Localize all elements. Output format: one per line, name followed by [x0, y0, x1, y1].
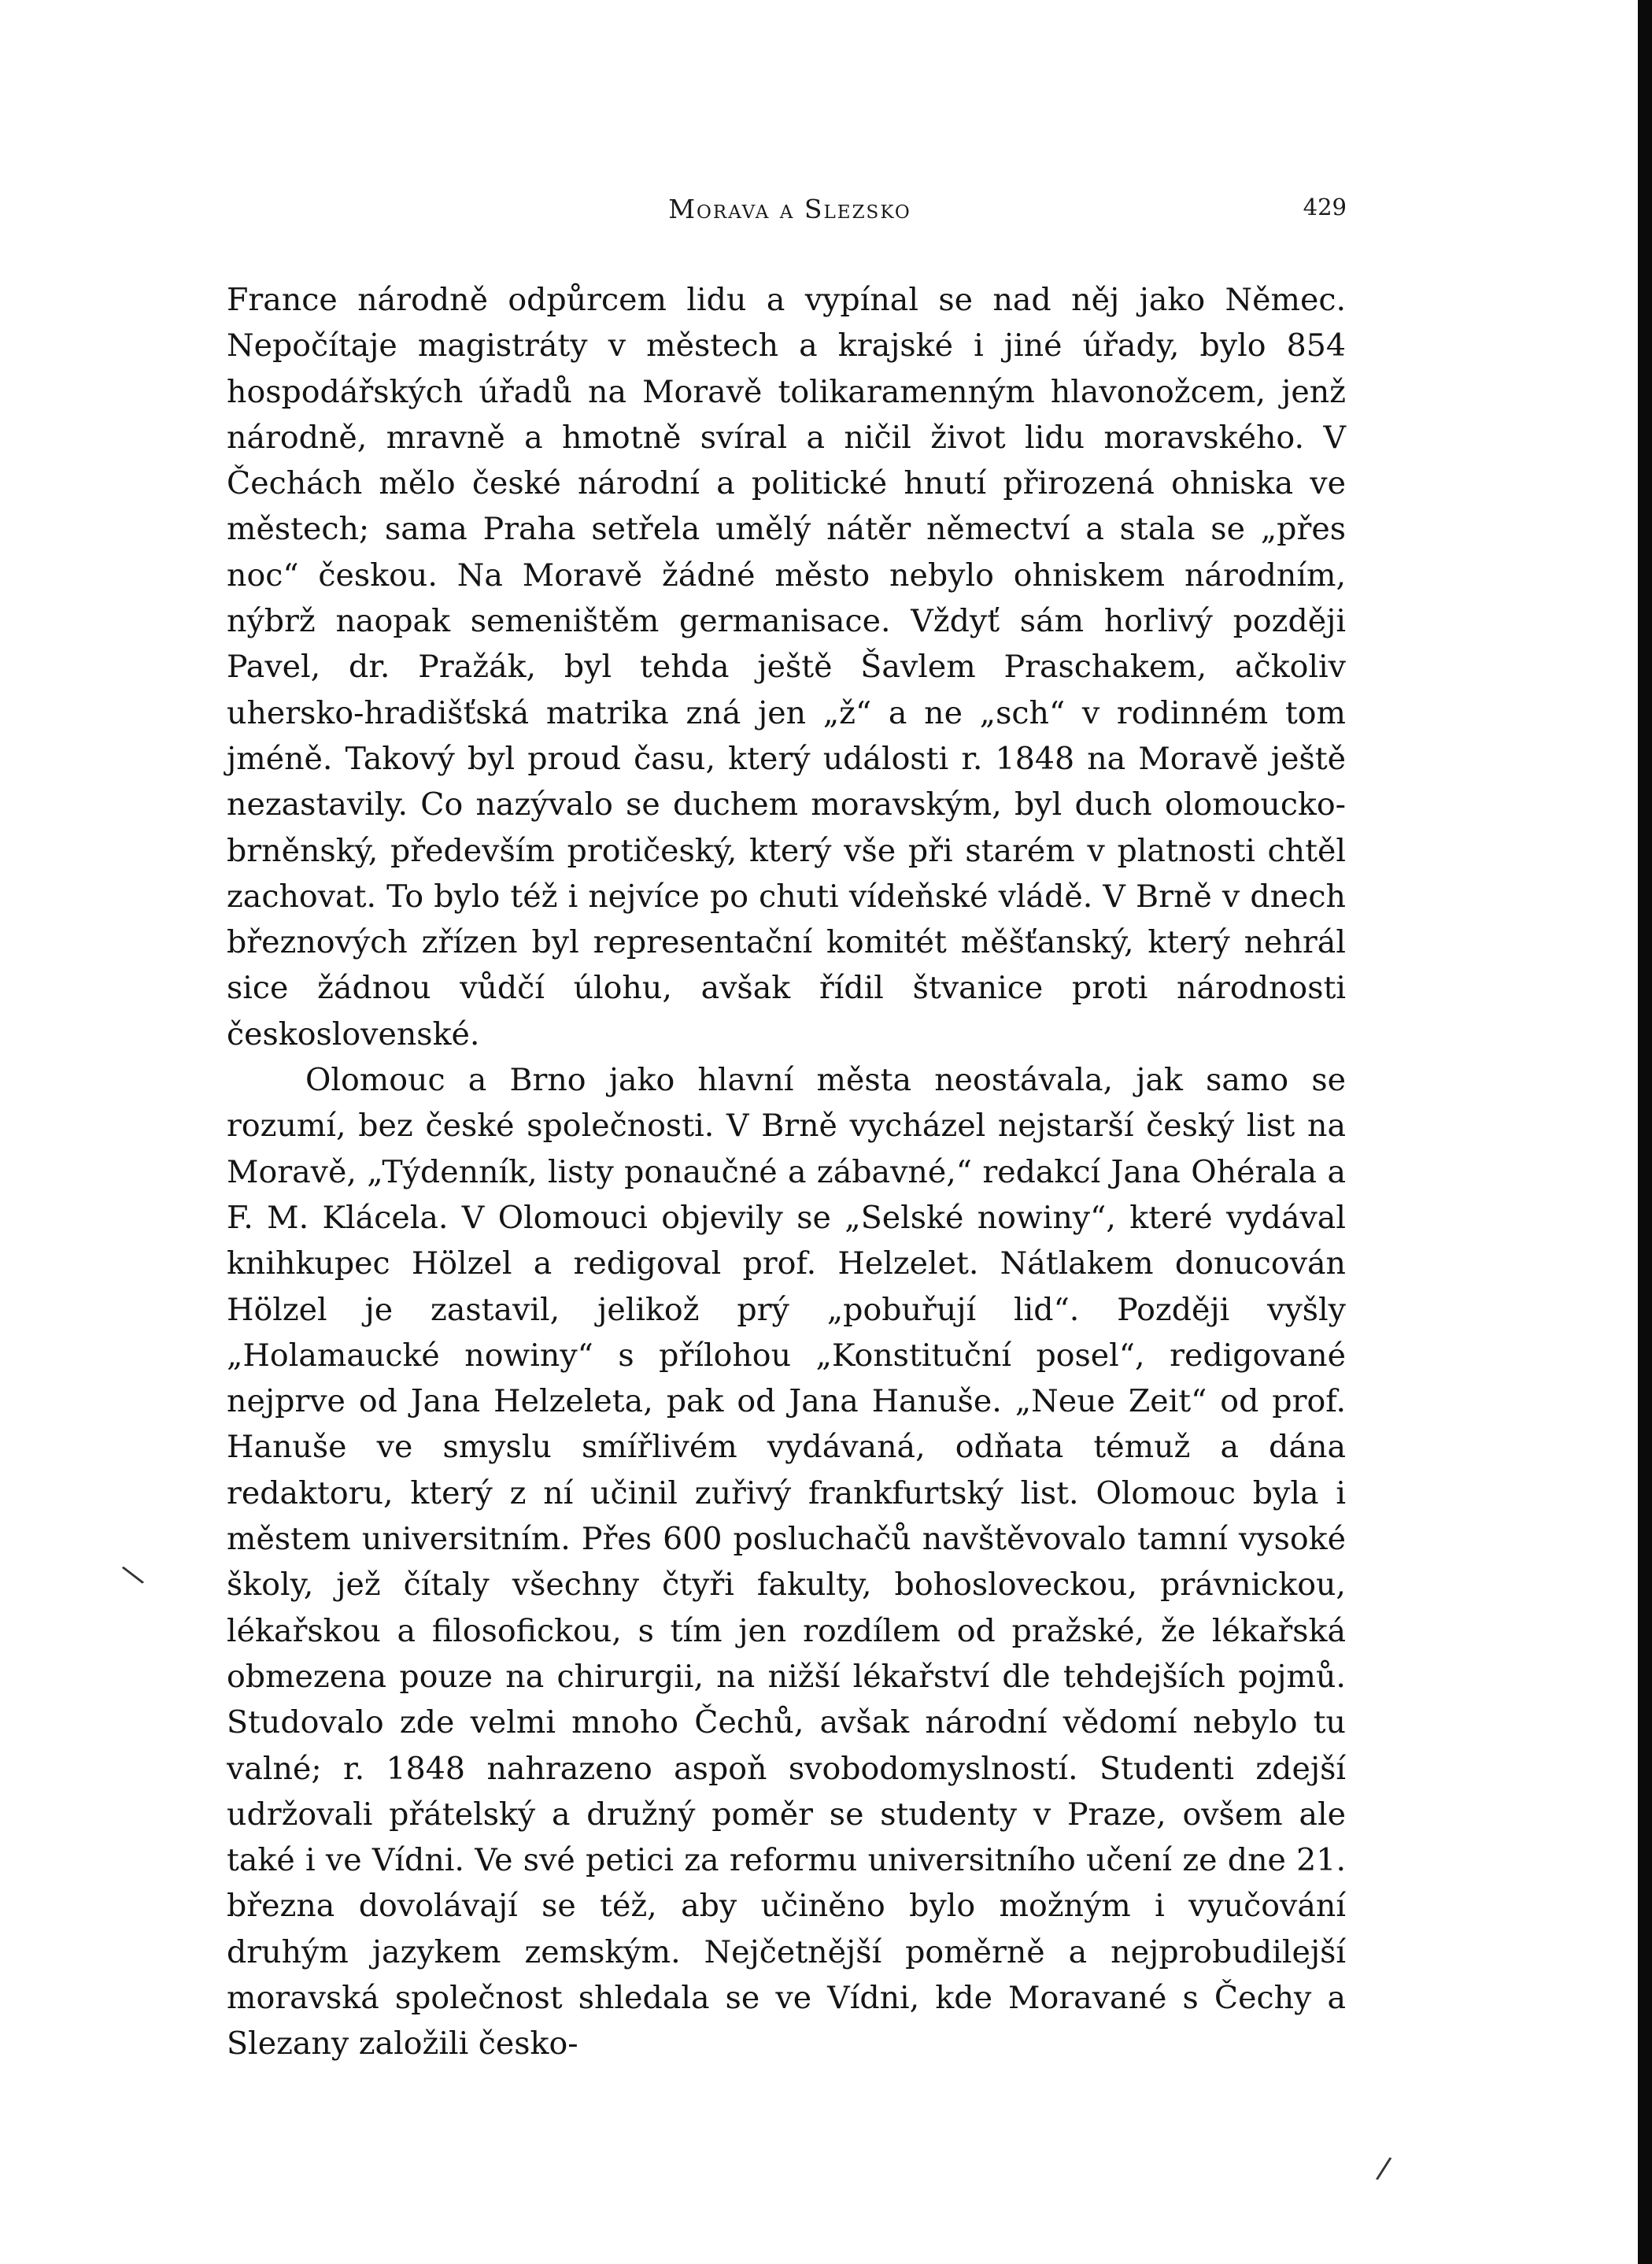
page-number: 429 — [1303, 194, 1347, 220]
paragraph-2: Olomouc a Brno jako hlavní města neostávala, jak samo se rozumí, bez české společnosti. V Brně vycházel nejstarší český list na Moravě, „Týdenník, listy ponaučné a zábavné,“ redakcí Jana Ohérala a F. M. Klácela. V Olomouci objevily se „Selské nowiny“, které vydával knihkupec Hölzel a redigoval prof. Helzelet. Nátlakem donucován Hölzel je zastavil, jelikož prý „pobuřují lid“. Později vyšly „Holamaucké nowiny“ s přílohou „Konstituční posel“, redigované nejprve od Jana Helzeleta, pak od Jana Hanuše. „Neue Zeit“ od prof. Hanuše ve smyslu smířlivém vydávaná, odňata témuž a dána redaktoru, který z ní učinil zuřivý frankfurtský list. Olomouc byla i městem universitním. Přes 600 posluchačů navštěvovalo tamní vysoké školy, jež čítaly všechny čtyři fakulty, bohosloveckou, právnickou, lékařskou a filosofickou, s tím jen rozdílem od pražské, že lékařská obmezena pouze na chirurgii, na nižší lékařství dle tehdejších pojmů. Studovalo zde velmi mnoho Čechů, avšak národní vědomí nebylo tu valné; r. 1848 nahrazeno aspoň svobodomyslností. Studenti zdejší udržovali přátelský a družný poměr se studenty v Praze, ovšem ale také i ve Vídni. Ve své petici za reformu universitního učení ze dne 21. března dovolávají se též, aby učiněno bylo možným i vyučování druhým jazykem zemským. Nejčetnější poměrně a nejprobudilejší moravská společnost shledala se ve Vídni, kde Moravané s Čechy a Slezany založili česko- — [227, 1062, 1346, 2062]
page-header — [233, 194, 1347, 228]
margin-mark-left: \ — [118, 1557, 147, 1592]
paragraph-1: France národně odpůrcem lidu a vypínal se nad něj jako Němec. Nepočítaje magistráty v městech a krajské i jiné úřady, bylo 854 hospodářských úřadů na Moravě tolikaramenným hlavonožcem, jenž národně, mravně a hmotně svíral a ničil život lidu moravského. V Čechách mělo české národní a politické hnutí přirozená ohniska ve městech; sama Praha setřela umělý nátěr němectví a stala se „přes noc“ českou. Na Moravě žádné město nebylo ohniskem národním, nýbrž naopak semeništěm germanisace. Vždyť sám horlivý později Pavel, dr. Pražák, byl tehda ještě Šavlem Praschakem, ačkoliv uhersko-hradišťská matrika zná jen „ž“ a ne „sch“ v rodinném tom jméně. Takový byl proud času, který události r. 1848 na Moravě ještě nezastavily. Co nazývalo se duchem moravským, byl duch olomoucko-brněnský, především protičeský, který vše při starém v platnosti chtěl zachovat. To bylo též i nejvíce po chuti vídeňské vládě. V Brně v dnech březnových zřízen byl representační komitét měšťanský, který nehrál sice žádnou vůdčí úlohu, avšak řídil štvanice proti národnosti československé. — [227, 282, 1346, 1052]
margin-mark-right: / — [1374, 2150, 1394, 2186]
body-text — [227, 277, 1346, 2067]
running-title: Morava a Slezsko — [668, 194, 911, 224]
scan-edge-shadow — [1638, 0, 1652, 2264]
